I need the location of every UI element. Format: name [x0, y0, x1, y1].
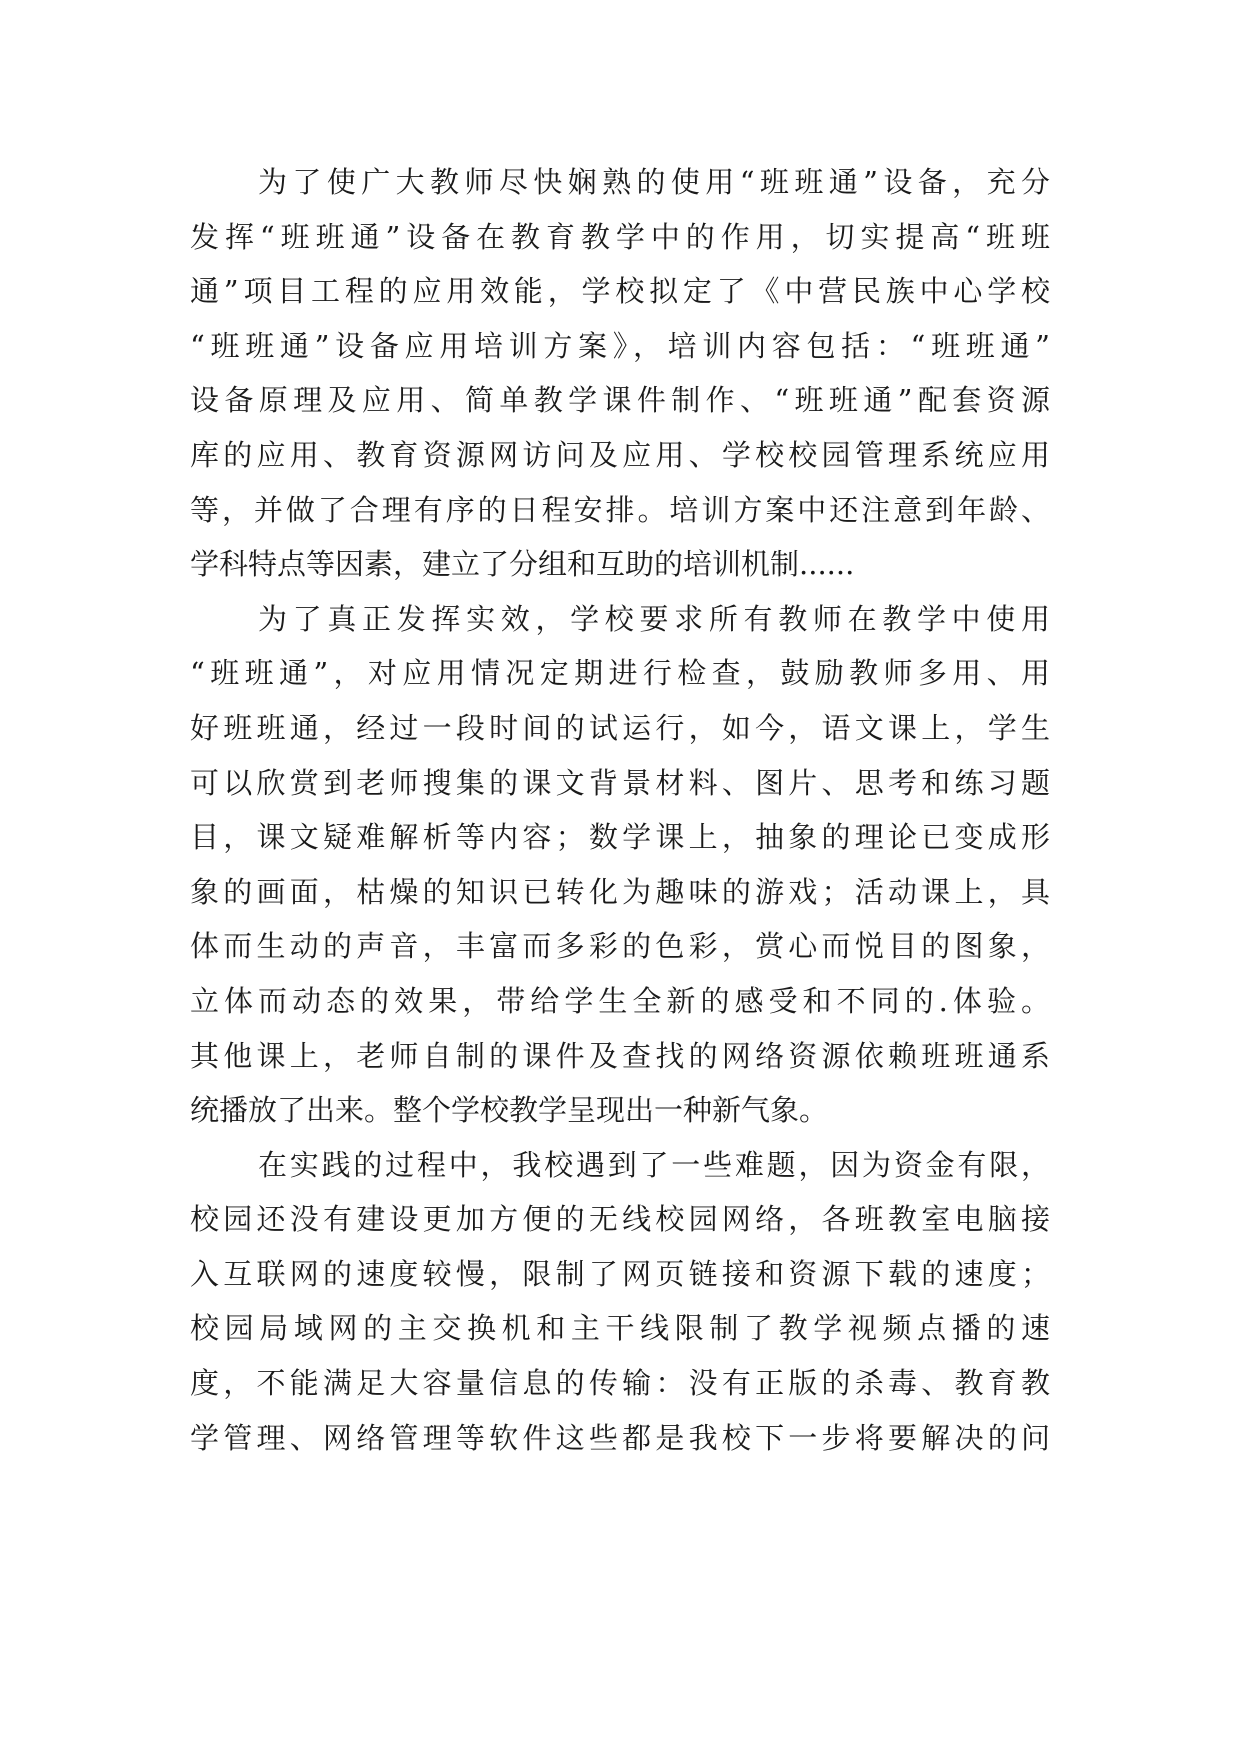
paragraph-1 — [190, 155, 1050, 592]
text-line: “班班通”，对应用情况定期进行检查，鼓励教师多用、用 — [190, 656, 1050, 691]
text-line: 在实践的过程中，我校遇到了一些难题，因为资金有限， — [258, 1147, 1050, 1182]
text-line: 学管理、网络管理等软件这些都是我校下一步将要解决的问 — [190, 1420, 1050, 1455]
text-line: 立体而动态的效果，带给学生全新的感受和不同的.体验。 — [190, 983, 1050, 1018]
text-line: 库的应用、教育资源网访问及应用、学校校园管理系统应用 — [190, 437, 1050, 472]
body-text — [190, 155, 1050, 1465]
text-line: 体而生动的声音，丰富而多彩的色彩，赏心而悦目的图象， — [190, 929, 1050, 964]
text-line: 入互联网的速度较慢，限制了网页链接和资源下载的速度； — [190, 1256, 1050, 1291]
text-line: 通”项目工程的应用效能，学校拟定了《中营民族中心学校 — [190, 274, 1050, 309]
text-line: 象的画面，枯燥的知识已转化为趣味的游戏；活动课上，具 — [190, 874, 1050, 909]
text-line: 其他课上，老师自制的课件及查找的网络资源依赖班班通系 — [190, 1038, 1050, 1073]
text-line: 可以欣赏到老师搜集的课文背景材料、图片、思考和练习题 — [190, 765, 1050, 800]
text-line: 等，并做了合理有序的日程安排。培训方案中还注意到年龄、 — [190, 492, 1050, 527]
text-line: 校园还没有建设更加方便的无线校园网络，各班教室电脑接 — [190, 1202, 1050, 1237]
text-line: 为了真正发挥实效，学校要求所有教师在教学中使用 — [258, 601, 1050, 636]
paragraph-2 — [190, 592, 1050, 1138]
text-line: 发挥“班班通”设备在教育教学中的作用，切实提高“班班 — [190, 219, 1050, 254]
text-line: 目，课文疑难解析等内容；数学课上，抽象的理论已变成形 — [190, 820, 1050, 855]
text-line: 设备原理及应用、简单教学课件制作、“班班通”配套资源 — [190, 383, 1050, 418]
text-line: “班班通”设备应用培训方案》，培训内容包括：“班班通” — [190, 328, 1050, 363]
text-line: 校园局域网的主交换机和主干线限制了教学视频点播的速 — [190, 1311, 1050, 1346]
text-line: 为了使广大教师尽快娴熟的使用“班班通”设备，充分 — [258, 165, 1050, 199]
text-line: 好班班通，经过一段时间的试运行，如今，语文课上，学生 — [190, 710, 1050, 745]
text-line: 度，不能满足大容量信息的传输：没有正版的杀毒、教育教 — [190, 1366, 1050, 1401]
paragraph-3 — [190, 1138, 1050, 1466]
text-line: 统播放了出来。整个学校教学呈现出一种新气象。 — [190, 1093, 829, 1128]
text-line: 学科特点等因素，建立了分组和互助的培训机制...... — [190, 547, 855, 582]
